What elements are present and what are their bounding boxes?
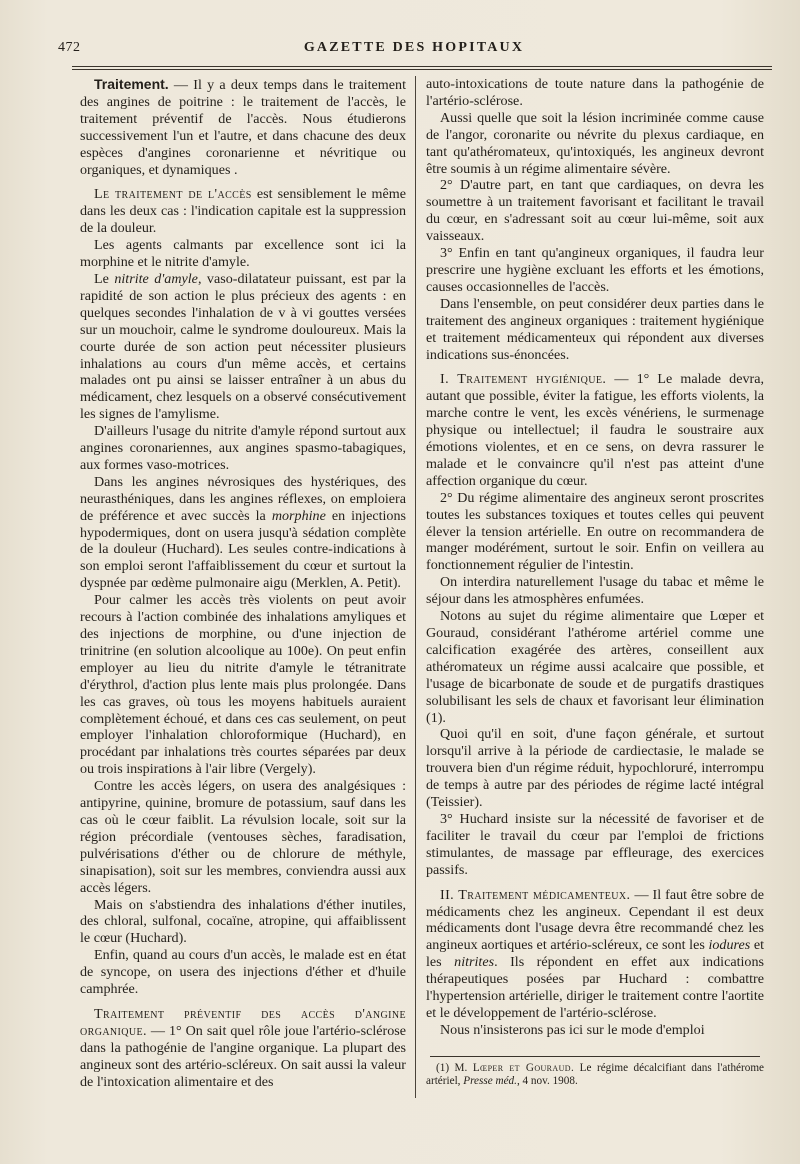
emphasis: nitrite d'amyle: [114, 270, 198, 287]
paragraph-text: en injections hypodermiques, dont on usera jusqu'à sédation complète de la douleur (Huchard). Les seules contre-indications à son emploi seront l'affaiblissement du cœur et surtout la dyspnée par œdème pulmonaire aigu (Merklen, A. Petit).: [80, 507, 406, 592]
paragraph: Nous n'insisterons pas ici sur le mode d'emploi: [440, 1021, 705, 1038]
left-column: [80, 76, 406, 1090]
paragraph-text: , vaso-dilatateur puissant, est par la rapidité de son action le plus précieux des agents : en quelques secondes l'inhalation de v à vi gouttes versées sur un mouchoir, calme le syndrome douloureux. Mais la courte durée de son action peut nécessiter plusieurs inhalations au cours d'un même accès, et certains malades ont pu ainsi se laisser entraîner à un abus du médicament, chez lesquels on a observé consécutivement les signes de l'amylisme.: [80, 270, 407, 423]
paragraph-text: — Il y a deux temps dans le traitement des angines de poitrine : le traitement de l'accès, le traitement préventif de l'accès. Nous étudierons successivement l'un et l'autre, et dans chacune des deux espèces d'angines coronarienne et névritique ou organiques, et dynamiques .: [80, 77, 406, 178]
paragraph: [80, 474, 406, 592]
footnote-text: [426, 1062, 764, 1089]
emphasis: morphine: [271, 507, 326, 524]
paragraph: Mais on s'abstiendra des inhalations d'éther inutiles, des chloral, sulfonal, cocaïne, atropine, qui affaiblissent le cœur (Huchard).: [80, 896, 406, 947]
paragraph: 3° Enfin en tant qu'angineux organiques, il faudra leur prescrire une hygiène excluant les efforts et les émotions, causes occasionnelles de l'accès.: [426, 245, 764, 295]
paragraph: 2° D'autre part, en tant que cardiaques, on devra les soumettre à un traitement favorisant et facilitant le travail du cœur, en s'adressant soit au cœur lui-même, soit aux vaisseaux.: [426, 177, 764, 245]
paragraph-text: — 1° On sait quel rôle joue l'artério-sclérose dans la pathogénie de l'angine organique. La plupart des angineux sont des artério-scléreux. On sait aussi la valeur de l'intoxication alimentaire et des: [80, 1022, 406, 1090]
header-rule: [72, 66, 772, 67]
section-lead: Traitement.: [94, 76, 169, 92]
column-divider: [415, 76, 416, 1098]
footnote-title: Le régime décalcifiant dans l'athérome artériel,: [426, 1062, 765, 1088]
paragraph: On interdira naturellement l'usage du tabac et même le séjour dans les atmosphères enfumées.: [426, 574, 764, 608]
paragraph: [80, 76, 406, 178]
right-column: [426, 76, 764, 1039]
page-number: 472: [58, 40, 81, 55]
emphasis: iodures: [708, 937, 751, 954]
paragraph: Notons au sujet du régime alimentaire que Lœper et Gouraud, considérant l'athérome artériel comme une calcification exagérée des artères, conseillent aux athéromateux un régime aussi acalcaire que possible, et l'usage de bicarbonate de soude et de purgatifs drastiques solubilisant les sels de chaux et favorisant leur élimination (1).: [426, 608, 764, 726]
paragraph: [80, 1006, 406, 1091]
footnote-rule: [430, 1056, 760, 1057]
paragraph-text: Le: [94, 270, 115, 287]
paragraph: Les agents calmants par excellence sont ici la morphine et le nitrite d'amyle.: [80, 237, 406, 271]
paragraph: [80, 271, 406, 423]
footnote-date: , 4 nov. 1908.: [516, 1075, 578, 1088]
paragraph: Contre les accès légers, on usera des analgésiques : antipyrine, quinine, bromure de potassium, sauf dans les cas où le cœur faiblit. La révulsion locale, soit sur la région précordiale (ventouses sèches, faradisation, pulvérisations d'éther ou de chlorure de méthyle, sinapisation), soit sur les membres, conviendra aussi aux accès légers.: [80, 778, 406, 896]
paragraph: Quoi qu'il en soit, d'une façon générale, et surtout lorsqu'il arrive à la période de cardiectasie, le malade se trouvera bien d'un régime réduit, hypochloruré, interrompu de temps à autre par des périodes de régime lacté intégral (Teissier).: [426, 726, 764, 811]
page-header: [58, 38, 770, 62]
paragraph-text: Dans les angines névrosiques des hystériques, des neurasthéniques, dans les angines réflexes, on emploiera de préférence et avec succès la: [80, 473, 406, 524]
emphasis: nitrites: [454, 954, 495, 971]
paragraph-text: et les: [426, 937, 764, 971]
paragraph: auto-intoxications de toute nature dans la pathogénie de l'artério-sclérose.: [426, 76, 764, 109]
paragraph-text: — Il faut être sobre de médicaments chez les angineux. Cependant il est deux médicaments dont l'usage devra être recommandé chez les angineux aortiques et artério-scléreux, ce sont les: [426, 886, 764, 954]
paragraph: Dans l'ensemble, on peut considérer deux parties dans le traitement des angineux organiques : traitement hygiénique et traitement médicamenteux qui répondent aux diverses indications sus-énoncées.: [426, 295, 764, 363]
paragraph: [80, 186, 406, 237]
section-lead: Le traitement de l'accès: [94, 186, 252, 203]
footnote-authors: Lœper et Gouraud.: [472, 1062, 575, 1074]
paragraph: [426, 887, 764, 1022]
paragraph: 2° Du régime alimentaire des angineux seront proscrites toutes les substances toxiques et toutes celles qui peuvent élever la tension artérielle. En outre on recommandera de manger modérément, surtout le soir. Enfin on veillera au fonctionnement régulier de l'intestin.: [426, 489, 764, 574]
section-lead: II. Traitement médicamenteux.: [440, 886, 631, 903]
paragraph-text: — 1° Le malade devra, autant que possible, éviter la fatigue, les efforts violents, la marche contre le vent, les excès vénériens, le surmenage physique ou intellectuel; il faudra le soustraire aux émotions violentes, et en ce sens, on devra rassurer le malade et le convaincre qu'il n'est pas atteint d'une affection organique du cœur.: [426, 371, 764, 489]
footnote-journal: Presse méd.: [463, 1075, 517, 1088]
paragraph: Enfin, quand au cours d'un accès, le malade est en état de syncope, on usera des injections d'éther et d'huile camphrée.: [80, 947, 406, 998]
paragraph-text: . Ils répondent en effet aux indications thérapeutiques posées par Huchard : combattre l'hypertension artérielle, diriger le traitement contre l'aortite et le développement de l'artério-sclérose.: [426, 954, 764, 1021]
running-title: GAZETTE DES HOPITAUX: [303, 40, 525, 55]
paragraph: Pour calmer les accès très violents on peut avoir recours à l'action combinée des inhalations amyliques et des injections de morphine, ou d'une injection de trinitrine (en solution alcoolique au 100e). On peut enfin employer au lieu du nitrite d'amyle le tétranitrate d'érythrol, d'action plus lente mais plus prolongée. Dans les cas graves, où tous les moyens habituels auraient complètement échoué, et dans ces cas seulement, on peut employer l'inhalation chloroformique (Huchard), en procédant par inhalations très courtes séparées par deux ou trois inspirations à l'air libre (Vergely).: [80, 592, 406, 778]
footnote: [426, 1062, 764, 1089]
paragraph: Aussi quelle que soit la lésion incriminée comme cause de l'angor, coronarite ou névrite du plexus cardiaque, en tant qu'athéromateux, qu'intoxiqués, les angineux devront être soumis à un régime alimentaire sévère.: [426, 109, 764, 177]
header-rule-secondary: [72, 69, 772, 70]
section-lead: I. Traitement hygiénique.: [440, 371, 607, 388]
paragraph: D'ailleurs l'usage du nitrite d'amyle répond surtout aux angines coronariennes, aux angines spasmo-tabagiques, aux formes vaso-motrices.: [80, 423, 406, 473]
paragraph-text: est sensiblement le même dans les deux cas : l'indication capitale est la suppression de la douleur.: [80, 186, 406, 237]
paragraph: 3° Huchard insiste sur la nécessité de favoriser et de faciliter le travail du cœur par l'emploi de frictions stimulantes, de massage par effleurage, des exercices passifs.: [426, 810, 764, 878]
section-lead: Traitement préventif des accès d'angine organique.: [80, 1005, 406, 1039]
footnote-number: (1) M.: [436, 1062, 473, 1074]
paragraph: [426, 371, 764, 489]
